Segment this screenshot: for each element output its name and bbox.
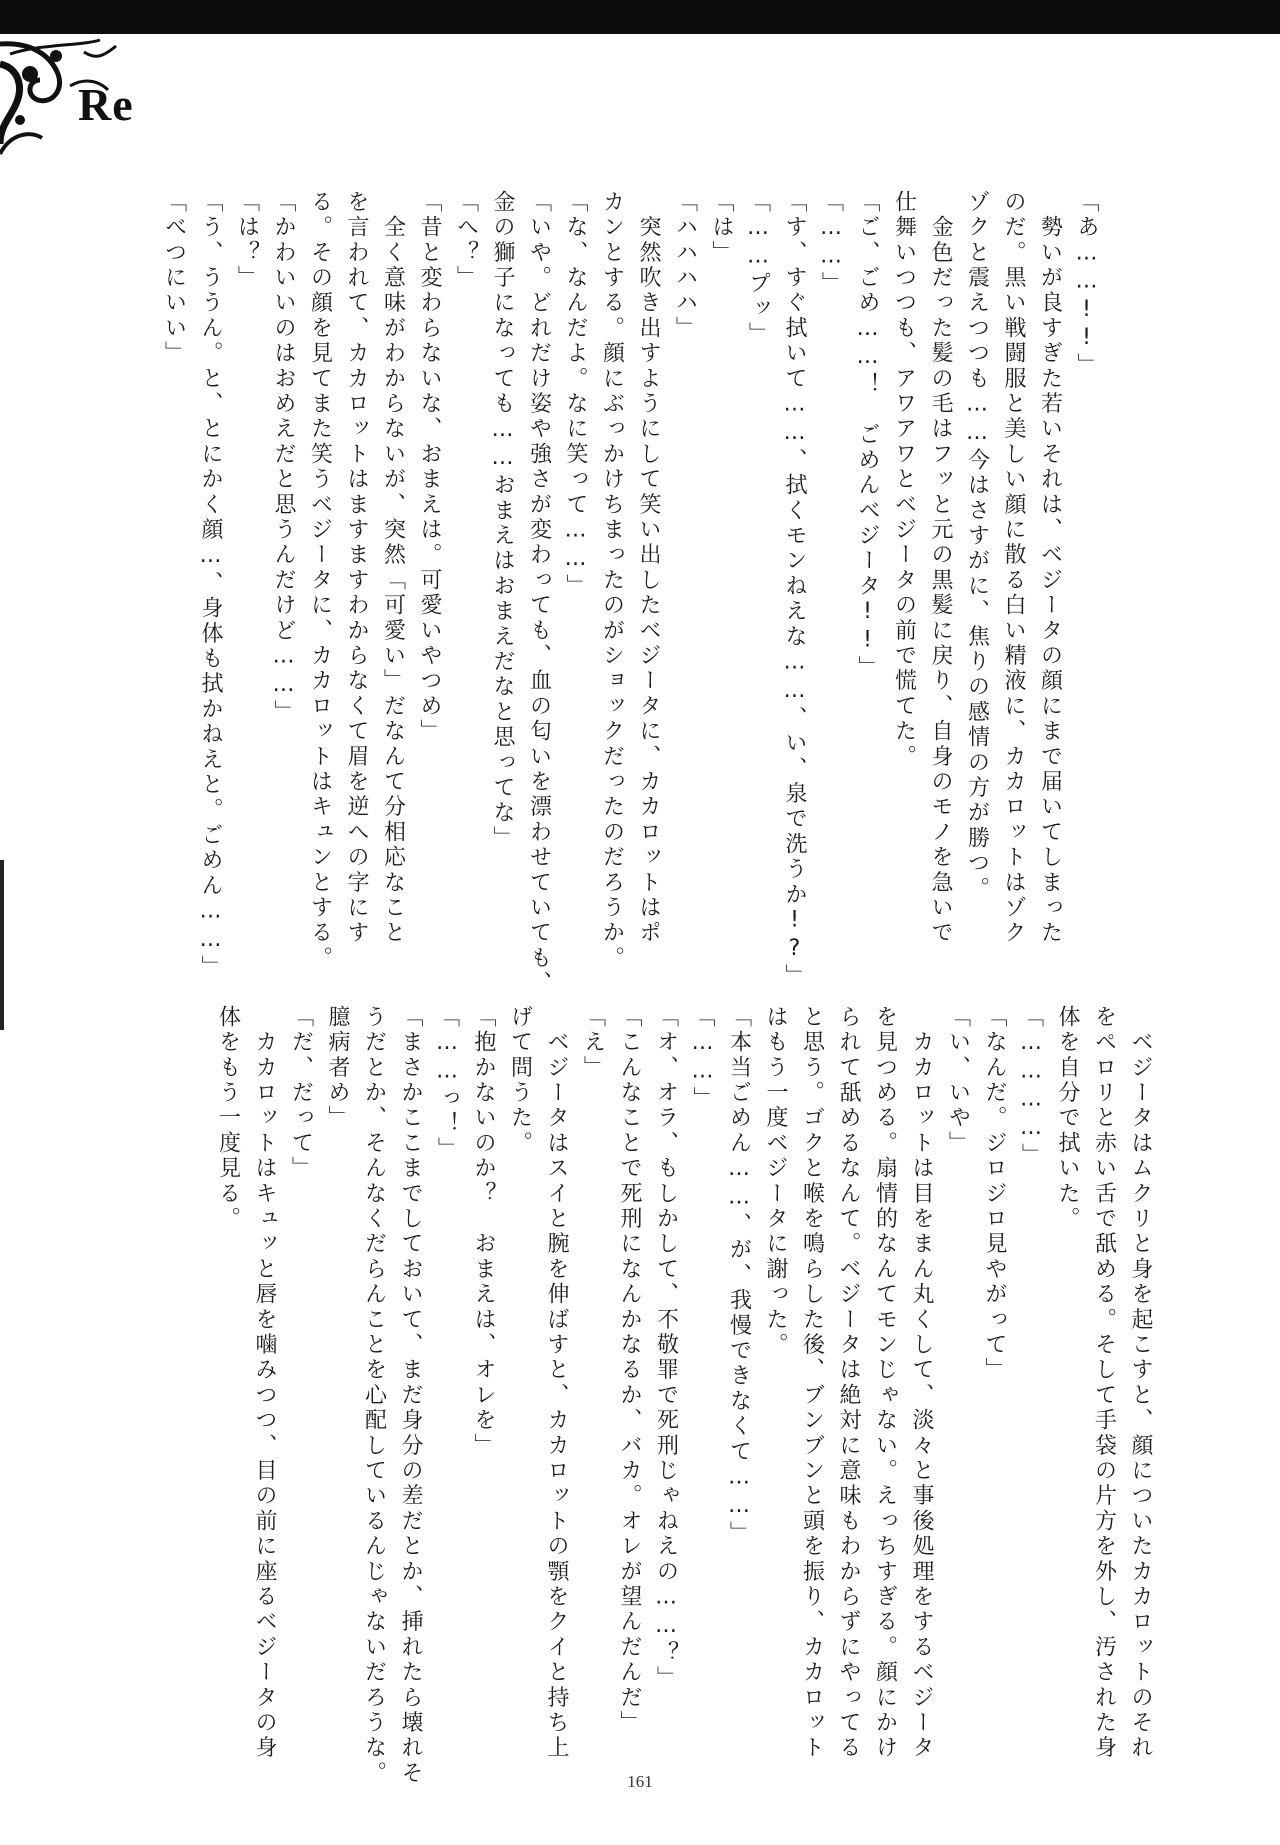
- text-line: 臆病者め」: [325, 1005, 350, 1131]
- text-line: 勢いが良すぎた若いそれは、ベジータの顔にまで届いてしまった: [1037, 190, 1063, 946]
- text-line: 体をもう一度見る。: [215, 1005, 241, 1232]
- text-line: 「…………」: [1018, 1005, 1044, 1169]
- text-line: 突然吹き出すようにして笑い出したベジータに、カカロットはポ: [636, 190, 661, 946]
- text-line: うだとか、そんなくだらんことを心配しているんじゃないだろうな。: [361, 1005, 387, 1787]
- text-line: 「……っ！」: [434, 1005, 460, 1163]
- text-line: カンとする。顔にぶっかけちまったのがショックだったのだろうか。: [599, 190, 625, 972]
- text-block-top: [24, 190, 1104, 997]
- text-line: 「え」: [580, 1005, 606, 1081]
- text-line: 「だ、だって」: [288, 1005, 314, 1182]
- text-line: 「抱かないのか？ おまえは、オレを」: [471, 1005, 496, 1459]
- text-line: る。その顔を見てまた笑うベジータに、カカロットはキュンとする。: [307, 190, 333, 972]
- text-line: 「ハハハハ」: [672, 190, 698, 342]
- text-line: 「あ……!!」: [1074, 190, 1099, 379]
- page-number: 161: [627, 1772, 653, 1791]
- logo-text: Re: [78, 79, 134, 130]
- text-line: カカロットはキュッと唇を噛みつつ、目の前に座るベジータの身: [252, 1005, 277, 1762]
- text-line: 「う、ううん。と、とにかく顔…、身体も拭かねえと。ごめん……」: [198, 190, 223, 981]
- text-line: と思う。ゴクと喉を鳴らした後、ブンブンと頭を振り、カカロット: [799, 1005, 825, 1761]
- text-line: 体を自分で拭いた。: [1055, 1005, 1080, 1232]
- text-line: 仕舞いつつも、アワアワとベジータの前で慌てた。: [891, 190, 917, 770]
- text-line: 「オ、オラ、もしかして、不敬罪で死刑じゃねえの……？」: [653, 1005, 679, 1692]
- text-line: 「へ？」: [453, 190, 479, 291]
- text-line: 「ご、ごめ……！ ごめんベジータ!!」: [855, 190, 880, 681]
- text-line: 金色だった髪の毛はフッと元の黒髪に戻り、自身のモノを急いで: [928, 190, 953, 946]
- left-edge-mark: [0, 860, 4, 1030]
- text-line: 金の獅子になっても……おまえはおまえだなと思ってな」: [490, 190, 515, 852]
- text-line: はもう一度ベジータに謝った。: [763, 1005, 788, 1358]
- text-line: 「は」: [709, 190, 734, 266]
- text-line: 「……プッ」: [745, 190, 771, 348]
- text-line: 全く意味がわからないが、突然「可愛い」だなんて分相応なこと: [380, 190, 406, 946]
- text-line: 「す、すぐ拭いて……、拭くモンねえな……、い、泉で洗うか!?」: [782, 190, 807, 990]
- text-line: 「……」: [690, 1005, 715, 1112]
- text-line: 「べつにいい」: [161, 190, 187, 367]
- text-line: 「昔と変わらないな、おまえは。可愛いやつめ」: [417, 190, 442, 745]
- text-line: ゾクと震えつつも……今はさすがに、焦りの感情の方が勝つ。: [964, 190, 990, 902]
- text-line: られて舐めるなんて。ベジータは絶対に意味もわからずにやってる: [836, 1005, 861, 1761]
- top-black-bar: [0, 0, 1280, 34]
- text-line: カカロットは目をまん丸くして、淡々と事後処理をするベジータ: [909, 1005, 934, 1761]
- text-line: 「こんなことで死刑になんかなるか、バカ。オレが望んだんだ」: [617, 1005, 642, 1736]
- text-line: 「本当ごめん……、が、我慢できなくて……」: [726, 1005, 752, 1547]
- text-line: 「い、いや」: [945, 1005, 971, 1157]
- text-line: 「な、なんだよ。なに笑って……」: [563, 190, 588, 600]
- text-line: 「は？」: [234, 190, 260, 291]
- text-line: を言われて、カカロットはますますわからなくて眉を逆への字にす: [344, 190, 369, 946]
- text-line: 「……」: [818, 190, 844, 297]
- text-line: 「かわいいのはおめえだと思うんだけど……」: [271, 190, 296, 726]
- text-line: のだ。黒い戦闘服と美しい顔に散る白い精液に、カカロットはゾク: [1001, 190, 1026, 946]
- text-line: 「なんだ。ジロジロ見やがって」: [982, 1005, 1007, 1383]
- text-line: 「まさかここまでしておいて、まだ身分の差だとか、挿れたら壊れそ: [398, 1005, 423, 1787]
- text-line: げて問うた。: [507, 1005, 533, 1157]
- text-line: ベジータはムクリと身を起こすと、顔についたカカロットのそれ: [1128, 1005, 1153, 1761]
- text-line: をペロリと赤い舌で舐める。そして手袋の片方を外し、汚された身: [1091, 1005, 1117, 1761]
- text-line: 「いや。どれだけ姿や強さが変わっても、血の匂いを漂わせていても、: [526, 190, 552, 997]
- text-line: ベジータはスイと腕を伸ばすと、カカロットの顎をクイと持ち上: [544, 1005, 569, 1761]
- text-line: を見つめる。扇情的なんてモンじゃない。えっちすぎる。顔にかけ: [872, 1005, 898, 1761]
